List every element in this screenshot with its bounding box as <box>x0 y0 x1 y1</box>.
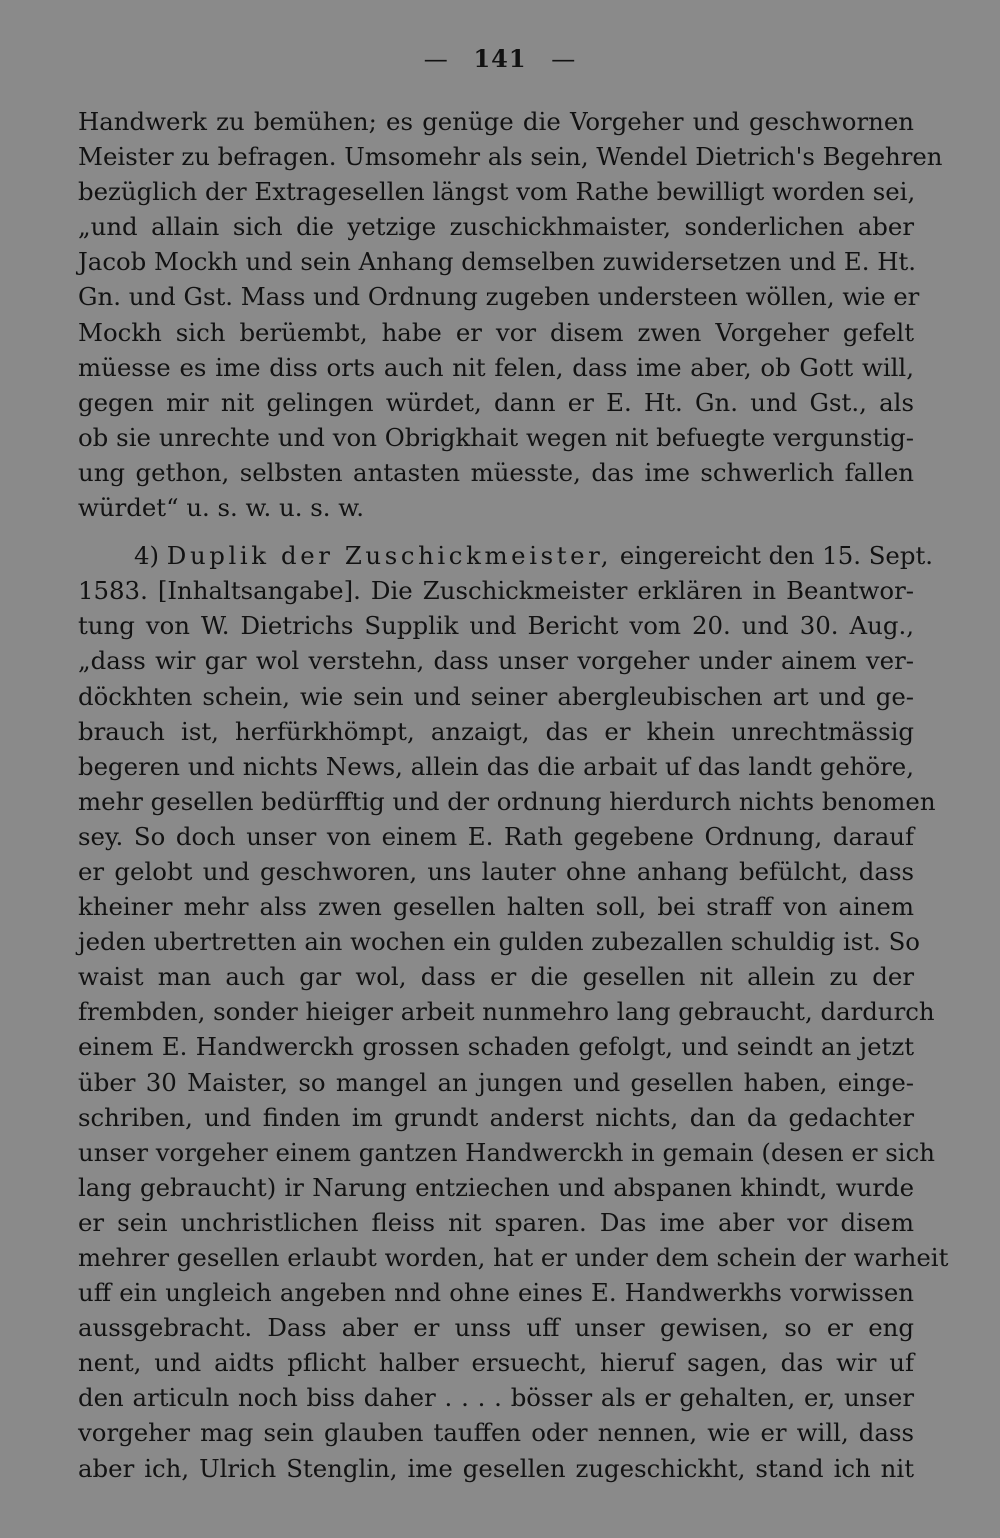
text-line: ung gethon, selbsten antasten müesste, das ime schwerlich fallen <box>78 457 914 487</box>
text-line: „dass wir gar wol verstehn, dass unser vorgeher under ainem ver- <box>78 646 914 676</box>
text-line: bezüglich der Extragesellen längst vom Rathe bewilligt worden sei, <box>78 177 916 207</box>
text-line: uff ein ungleich angeben nnd ohne eines E. Handwerkhs vorwissen <box>78 1278 914 1308</box>
text-line: aber ich, Ulrich Stenglin, ime gesellen zugeschickht, stand ich nit <box>78 1453 914 1483</box>
text-line: begeren und nichts News, allein das die arbait uf das landt gehöre, <box>78 751 914 781</box>
text-line: 1583. [Inhaltsangabe]. Die Zuschickmeister erklären in Beantwor- <box>78 576 914 606</box>
paragraph-gap <box>78 525 914 538</box>
text-line: aussgebracht. Dass aber er unss uff unser gewisen, so er eng <box>78 1313 914 1343</box>
text-line: ob sie unrechte und von Obrigkhait wegen nit befuegte vergunstig- <box>78 422 914 452</box>
text-line: den articuln noch biss daher . . . . bösser als er gehalten, er, unser <box>78 1383 914 1413</box>
page-header <box>0 44 1000 74</box>
page-number: 141 <box>473 44 527 73</box>
text-line: „und allain sich die yetzige zuschickhmaister, sonderlichen aber <box>78 212 914 242</box>
text-line: döckhten schein, wie sein und seiner abergleubischen art und ge- <box>78 681 914 711</box>
text-line: mehr gesellen bedürfftig und der ordnung hierdurch nichts benomen <box>78 786 936 816</box>
body-text <box>78 104 949 1486</box>
header-dash-right: — <box>551 45 577 73</box>
text-line: Handwerk zu bemühen; es genüge die Vorgeher und geschwornen <box>78 107 914 136</box>
text-line: unser vorgeher einem gantzen Handwerckh in gemain (desen er sich <box>78 1137 935 1167</box>
text-line: er gelobt und geschworen, uns lauter ohne anhang befülcht, dass <box>78 856 914 886</box>
paragraph-2-first-line <box>78 538 934 573</box>
paragraph-2 <box>78 538 949 1486</box>
text-line: frembden, sonder hieiger arbeit nunmehro lang gebraucht, dardurch <box>78 997 935 1027</box>
text-line: er sein unchristlichen fleiss nit sparen. Das ime aber vor disem <box>78 1207 914 1237</box>
text-line: lang gebraucht) ir Narung entziechen und abspanen khindt, wurde <box>78 1172 914 1202</box>
text-line: vorgeher mag sein glauben tauffen oder nennen, wie er will, dass <box>78 1418 914 1448</box>
text-line: einem E. Handwerckh grossen schaden gefolgt, und seindt an jetzt <box>78 1032 914 1062</box>
text-line: jeden ubertretten ain wochen ein gulden zubezallen schuldig ist. So <box>78 927 920 957</box>
text-line: Meister zu befragen. Umsomehr als sein, Wendel Dietrich's Begehren <box>78 142 943 172</box>
text-line: gegen mir nit gelingen würdet, dann er E. Ht. Gn. und Gst., als <box>78 387 914 417</box>
paragraph-1 <box>78 104 943 525</box>
text-line: nent, und aidts pflicht halber ersuecht, hieruf sagen, das wir uf <box>78 1348 914 1378</box>
text-line: tung von W. Dietrichs Supplik und Bericht vom 20. und 30. Aug., <box>78 611 914 641</box>
section-title: Duplik der Zuschickmeister, <box>166 541 613 571</box>
text-line: müesse es ime diss orts auch nit felen, dass ime aber, ob Gott will, <box>78 352 914 382</box>
text-line: Gn. und Gst. Mass und Ordnung zugeben understeen wöllen, wie er <box>78 282 920 312</box>
text-line: kheiner mehr alss zwen gesellen halten soll, bei straff von ainem <box>78 892 914 922</box>
text-line: mehrer gesellen erlaubt worden, hat er under dem schein der warheit <box>78 1243 949 1272</box>
header-dash-left: — <box>423 45 449 73</box>
text-line: Jacob Mockh und sein Anhang demselben zuwidersetzen und E. Ht. <box>78 247 917 277</box>
text-line: waist man auch gar wol, dass er die gesellen nit allein zu der <box>78 962 914 992</box>
section-date: eingereicht den 15. Sept. <box>612 541 934 571</box>
text-line: Mockh sich berüembt, habe er vor disem zwen Vorgeher gefelt <box>78 317 914 347</box>
text-line: würdet“ u. s. w. u. s. w. <box>78 493 365 523</box>
text-line: schriben, und finden im grundt anderst nichts, dan da gedachter <box>78 1102 914 1132</box>
section-number: 4) <box>134 541 167 571</box>
text-line: über 30 Maister, so mangel an jungen und gesellen haben, einge- <box>78 1067 914 1097</box>
text-line: sey. So doch unser von einem E. Rath gegebene Ordnung, darauf <box>78 821 914 851</box>
text-line: brauch ist, herfürkhömpt, anzaigt, das er khein unrechtmässig <box>78 716 914 746</box>
